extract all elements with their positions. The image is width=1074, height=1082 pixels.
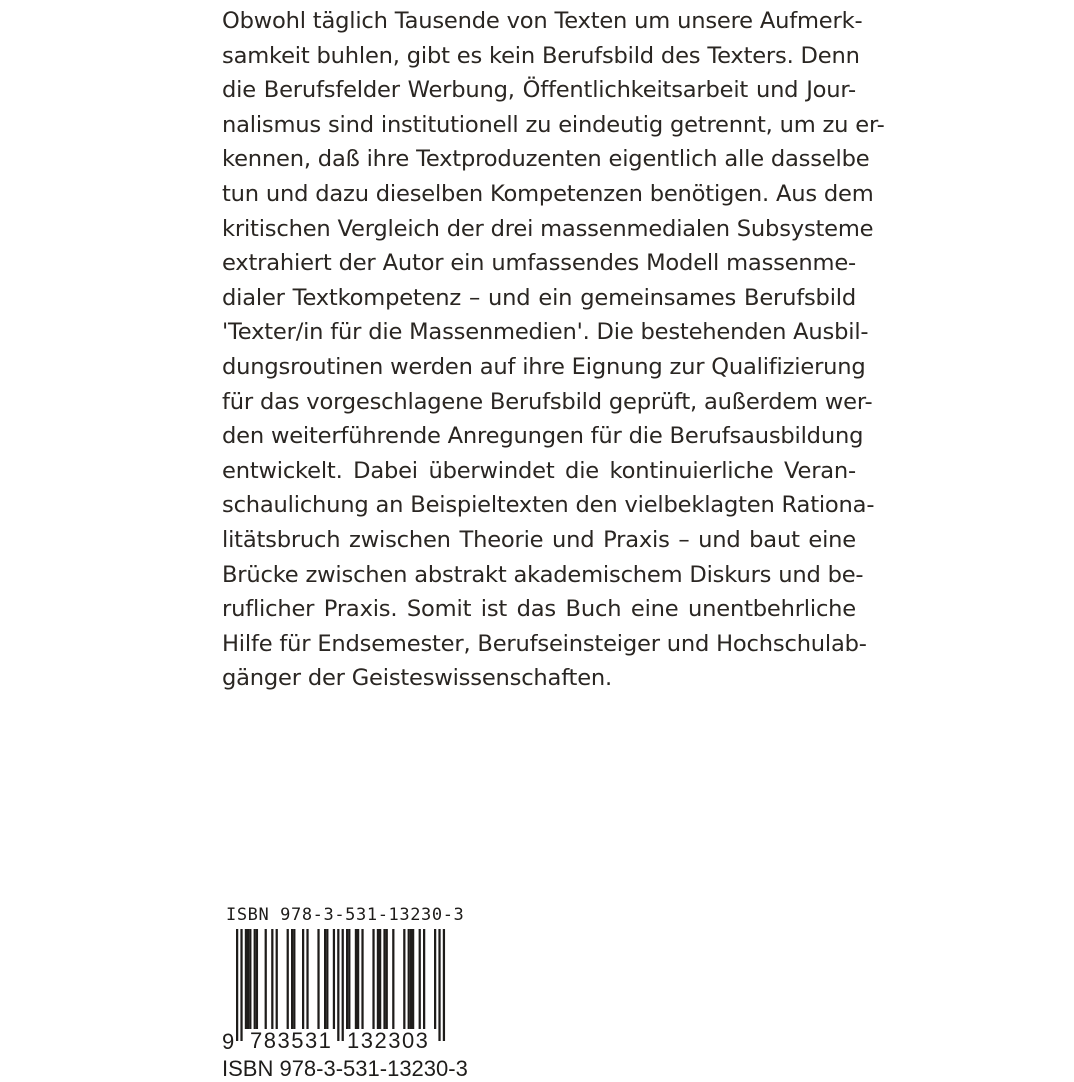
barcode-bar (377, 929, 379, 1029)
barcode-bar (348, 929, 350, 1029)
barcode-bar (333, 929, 335, 1029)
barcode-bar (346, 929, 348, 1029)
barcode-bar (357, 929, 359, 1029)
blurb-line: dialer Textkompetenz – und ein gemeinsames Berufsbild (222, 284, 856, 311)
barcode-bar (276, 929, 278, 1029)
blurb-line: kennen, daß ihre Textproduzenten eigentlich alle dasselbe (222, 146, 870, 173)
ean-barcode (222, 929, 462, 1054)
barcode-bar (379, 929, 381, 1029)
barcode-bar (386, 929, 388, 1029)
barcode-bar (392, 929, 394, 1029)
blurb-line: Hilfe für Endsemester, Berufseinsteiger und Hochschulab- (222, 630, 867, 657)
isbn-label-bottom: ISBN 978-3-531-13230-3 (222, 1056, 468, 1081)
blurb-line-last: gänger der Geisteswissenschaften. (222, 665, 613, 692)
barcode-guard-bar (443, 929, 445, 1041)
blurb-line: samkeit buhlen, gibt es kein Berufsbild des Texters. Denn (222, 42, 860, 69)
barcode-bar (302, 929, 304, 1029)
barcode-bar (383, 929, 385, 1029)
blurb-line: nalismus sind institutionell zu eindeutig getrennt, um zu er- (222, 111, 885, 138)
blurb-line: litätsbruch zwischen Theorie und Praxis – und baut eine (222, 526, 856, 553)
isbn-label-top: ISBN 978-3-531-13230-3 (226, 905, 465, 925)
blurb-line: extrahiert der Autor ein umfassendes Modell massenme- (222, 250, 856, 277)
barcode-bar (355, 929, 357, 1029)
barcode-lead-digit: 9 (222, 1029, 235, 1054)
blurb-line: Obwohl täglich Tausende von Texten um unsere Aufmerk- (222, 8, 863, 34)
barcode-bar (306, 929, 308, 1029)
blurb-line: Brücke zwischen abstrakt akademischem Diskurs und be- (222, 561, 864, 588)
barcode-bar (410, 929, 412, 1029)
barcode-bar (403, 929, 405, 1029)
barcode-bar (271, 929, 273, 1029)
barcode-bar (408, 929, 410, 1029)
blurb-line: ruflicher Praxis. Somit ist das Buch eine unentbehrliche (222, 596, 856, 623)
blurb-line: den weiterführende Anregungen für die Berufsausbildung (222, 423, 864, 450)
barcode-guard-bar (236, 929, 238, 1041)
barcode-bar (254, 929, 256, 1029)
barcode-guard-bar (438, 929, 440, 1041)
blurb-line: dungsroutinen werden auf ihre Eignung zur Qualifizierung (222, 353, 866, 380)
barcode-bar (245, 929, 247, 1029)
barcode-bar (247, 929, 249, 1029)
barcode-bar (249, 929, 251, 1029)
barcode-bar (372, 929, 374, 1029)
blurb-line: 'Texter/in für die Massenmedien'. Die bestehenden Ausbil- (222, 319, 869, 346)
barcode-bar (423, 929, 425, 1029)
blurb-line: tun und dazu dieselben Kompetenzen benötigen. Aus dem (222, 180, 874, 207)
barcode-bar (291, 929, 293, 1029)
barcode-bar (317, 929, 319, 1029)
barcode-guard-bar (342, 929, 344, 1041)
barcode-digits-right: 132303 (347, 1028, 430, 1053)
barcode-bar (361, 929, 363, 1029)
blurb-line: die Berufsfelder Werbung, Öffentlichkeitsarbeit und Jour- (222, 77, 856, 104)
barcode-bar (256, 929, 258, 1029)
barcode-bar (326, 929, 328, 1029)
barcode-guard-bar (240, 929, 242, 1041)
blurb-line: für das vorgeschlagene Berufsbild geprüft, außerdem wer- (222, 388, 873, 415)
back-cover-blurb (222, 4, 885, 696)
blurb-line: schaulichung an Beispieltexten den vielbeklagten Rationa- (222, 492, 875, 519)
barcode-bar (434, 929, 436, 1029)
barcode-bar (412, 929, 414, 1029)
blurb-line: kritischen Vergleich der drei massenmedialen Subsysteme (222, 215, 874, 242)
barcode-bar (265, 929, 267, 1029)
barcode-guard-bar (337, 929, 339, 1041)
barcode-bar (419, 929, 421, 1029)
barcode-bar (287, 929, 289, 1029)
barcode-bar (293, 929, 295, 1029)
barcode-digits-left: 783531 (250, 1028, 333, 1053)
blurb-line: entwickelt. Dabei überwindet die kontinuierliche Veran- (222, 457, 856, 484)
barcode-bar (324, 929, 326, 1029)
isbn-barcode-block (222, 905, 482, 1082)
